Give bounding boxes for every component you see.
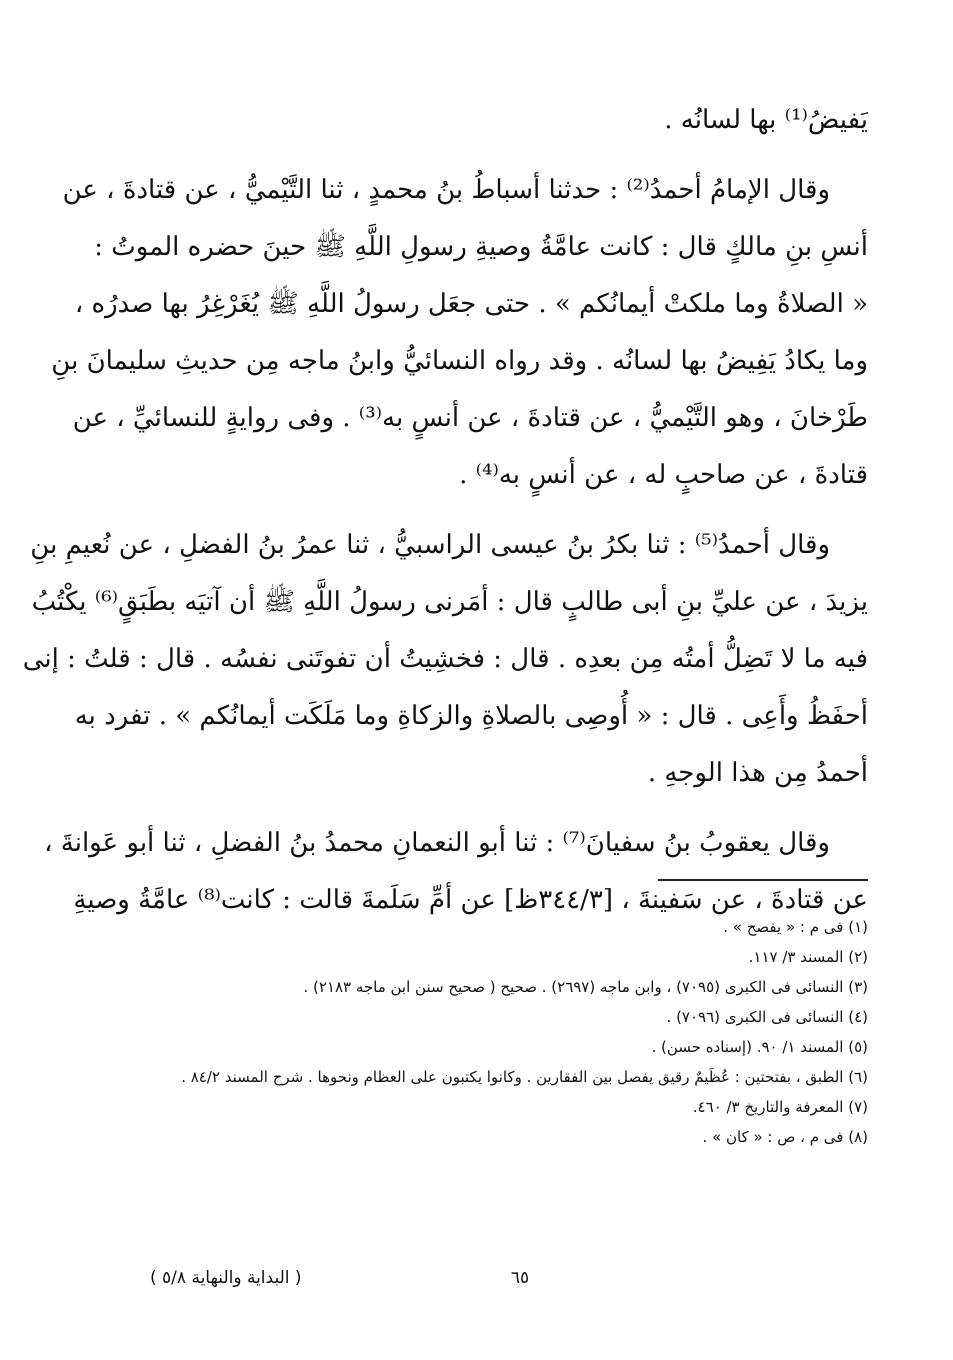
text-line-4: « الصلاةُ وما ملكتْ أيمانُكم » . حتى جعَل رسولُ اللَّهِ ﷺ يُغَرْغِرُ بها صدرُه ، (74, 289, 868, 319)
footnote-5: (٥) المسند ١/ ٩٠. (إسناده حسن) . (651, 1038, 868, 1056)
text-line-1: يَفيضُ⁽¹⁾ بها لسانُه . (664, 105, 868, 135)
text-line-6: طَرْخانَ ، وهو التَّيْميُّ ، عن قتادةَ ، عن أنسٍ به⁽³⁾ . وفى روايةٍ للنسائيِّ ، عن (72, 403, 868, 433)
text-line-7: قتادةَ ، عن صاحبٍ له ، عن أنسٍ به⁽⁴⁾ . (459, 460, 868, 490)
text-line-12: أحمدُ مِن هذا الوجهِ . (647, 758, 868, 788)
text-line-14: عن قتادةَ ، عن سَفينةَ ، [٣٤٤/٣ظ] عن أمِّ سَلَمةَ قالت : كانت⁽⁸⁾ عامَّةُ وصيةِ (73, 885, 868, 915)
footnotes (155, 912, 868, 1152)
running-title: ( البداية والنهاية ٥/٨ ) (150, 1268, 302, 1288)
page-number: ٦٥ (510, 1268, 530, 1288)
text-line-9: يزيدَ ، عن عليِّ بنِ أبى طالبٍ قال : أمَرنى رسولُ اللَّهِ ﷺ أن آتيَه بطَبَقٍ⁽⁶⁾ يكْتُبُ (31, 587, 868, 617)
footnote-separator (658, 879, 868, 881)
footnote-3: (٣) النسائى فى الكبرى (٧٠٩٥) ، وابن ماجه (٢٦٩٧) . صحيح ( صحيح سنن ابن ماجه ٢١٨٣) . (303, 978, 868, 996)
text-line-5: وما يكادُ يَفِيضُ بها لسانُه . وقد رواه النسائيُّ وابنُ ماجه مِن حديثِ سليمانَ بنِ (51, 346, 868, 376)
footnote-2: (٢) المسند ٣/ ١١٧. (748, 948, 868, 966)
text-line-10: فيه ما لا تَضِلُّ أمتُه مِن بعدِه . قال : فخشِيتُ أن تفوتَنى نفسُه . قال : قلتُ : إنى (22, 644, 868, 674)
text-line-3: أنسِ بنِ مالكٍ قال : كانت عامَّةُ وصيةِ رسولِ اللَّهِ ﷺ حينَ حضره الموتُ : (94, 232, 868, 262)
page-footer (150, 1262, 773, 1294)
footnote-8: (٨) فى م ، ص : « كان » . (702, 1128, 868, 1146)
footnote-1: (١) فى م : « يفصح » . (723, 918, 868, 936)
footnote-4: (٤) النسائى فى الكبرى (٧٠٩٦) . (666, 1008, 868, 1026)
footnote-7: (٧) المعرفة والتاريخ ٣/ ٤٦٠. (692, 1098, 868, 1116)
footnote-6: (٦) الطبق ، بفتحتين : عُظَيمٌ رقيق يفصل بين الفقارين . وكانوا يكتبون على العظام ونحوها . شرح المسند ٨٤/٢ . (181, 1068, 868, 1086)
text-line-2: وقال الإمامُ أحمدُ⁽²⁾ : حدثنا أسباطُ بنُ محمدٍ ، ثنا التَّيْميُّ ، عن قتادةَ ، عن (62, 175, 830, 205)
text-line-8: وقال أحمدُ⁽⁵⁾ : ثنا بكرُ بنُ عيسى الراسبيُّ ، ثنا عمرُ بنُ الفضلِ ، عن نُعيمِ بنِ (30, 530, 830, 560)
text-line-11: أحفَظُ وأَعِى . قال : « أُوصِى بالصلاةِ والزكاةِ وما مَلَكَت أيمانُكم » . تفرد به (74, 701, 868, 731)
main-text (22, 92, 868, 929)
text-line-13: وقال يعقوبُ بنُ سفيانَ⁽⁷⁾ : ثنا أبو النعمانِ محمدُ بنُ الفضلِ ، ثنا أبو عَوانةَ ، (44, 828, 830, 858)
